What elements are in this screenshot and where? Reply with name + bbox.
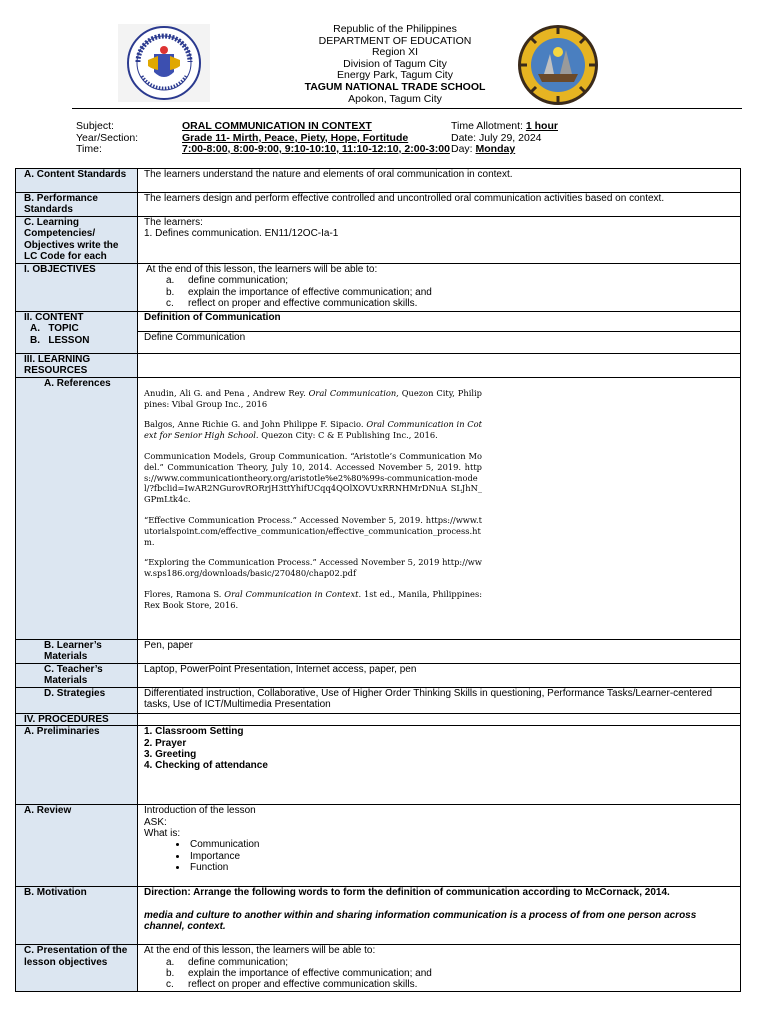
row-label: A. Preliminaries bbox=[16, 726, 138, 805]
table-row bbox=[16, 726, 741, 805]
row-content bbox=[138, 217, 741, 264]
list-item: • Communication bbox=[188, 839, 734, 850]
row-content: The learners understand the nature and elements of oral communication in context. bbox=[138, 169, 741, 193]
list-item bbox=[166, 298, 734, 309]
row-content: Differentiated instruction, Collaborative, Use of Higher Order Thinking Skills in questioning, Performance Tasks/Learner-centered tasks, Use of ICT/Multimedia Presentation bbox=[138, 687, 741, 713]
list-item: • Function bbox=[188, 862, 734, 873]
reference-item: Communication Models, Group Communication. “Aristotle’s Communication Model.” Communication Theory, July 10, 2014. Accessed November 5, 2019. https://www.communicationtheory.org/aristotle%e2%80%99s-communication-model/?fbclid=IwAR2NGurovRORrjH3ttYhifUCqq4QOlXOVUxRRNHMrDNuA SLJhN_GPmLtk4c. bbox=[144, 451, 482, 505]
list-item bbox=[166, 968, 734, 979]
ref-text: . 1st ed., Manila, Philippines: Rex Book Store, 2016. bbox=[144, 588, 482, 610]
info-values bbox=[182, 121, 450, 156]
day-label: Day: bbox=[451, 143, 473, 155]
row-content: The learners design and perform effective controlled and uncontrolled oral communication activities based on context. bbox=[138, 193, 741, 217]
list-item bbox=[166, 287, 734, 298]
table-row bbox=[16, 887, 741, 945]
table-row bbox=[16, 663, 741, 687]
row-content bbox=[138, 805, 741, 887]
list-marker: b. bbox=[166, 968, 175, 980]
presentation-list bbox=[144, 957, 734, 991]
list-item: 3. Greeting bbox=[144, 749, 197, 761]
lesson-label: B. LESSON bbox=[30, 334, 90, 346]
subject-label: Subject: bbox=[76, 120, 114, 132]
list-item bbox=[166, 275, 734, 286]
lesson-plan-table bbox=[15, 168, 741, 992]
row-label: A. Review bbox=[16, 805, 138, 887]
deped-seal-logo bbox=[118, 24, 210, 102]
list-text: explain the importance of effective communication; and bbox=[188, 968, 432, 980]
reference-item: “Effective Communication Process.” Accessed November 5, 2019. https://www.tutorialspoint.com/effective_communication/effective_communication_process.htm. bbox=[144, 514, 482, 547]
section-label: Year/Section: bbox=[76, 131, 139, 144]
preliminaries-list bbox=[138, 726, 741, 805]
table-row bbox=[16, 713, 741, 725]
list-item: 4. Checking of attendance bbox=[144, 760, 268, 772]
table-row bbox=[16, 639, 741, 663]
day-value: Monday bbox=[475, 143, 516, 155]
row-label: C. Presentation of the lesson objectives bbox=[16, 945, 138, 992]
list-text: reflect on proper and effective communication skills. bbox=[188, 979, 418, 991]
table-row bbox=[16, 217, 741, 264]
row-content bbox=[138, 713, 741, 725]
row-label: IV. PROCEDURES bbox=[16, 713, 138, 725]
ref-text: Flores, Ramona S. bbox=[144, 588, 225, 599]
date-value: July 29, 2024 bbox=[479, 131, 542, 144]
topic-label: A. TOPIC bbox=[30, 323, 79, 335]
allotment-value: 1 hour bbox=[525, 120, 558, 132]
time-value: 7:00-8:00, 8:00-9:00, 9:10-10:10, 11:10-12:10, 2:00-3:00 bbox=[182, 143, 450, 155]
table-row bbox=[16, 169, 741, 193]
document-header bbox=[0, 0, 768, 110]
row-label: B. Learner’s Materials bbox=[16, 639, 138, 663]
row-content: Pen, paper bbox=[138, 639, 741, 663]
lesson-value: Define Communication bbox=[138, 332, 741, 354]
ref-title: Oral Communication in Cotext for Senior High School. bbox=[144, 419, 482, 441]
list-item: 2. Prayer bbox=[144, 737, 187, 749]
reference-item bbox=[144, 589, 482, 611]
table-row bbox=[16, 945, 741, 992]
row-label: B. Motivation bbox=[16, 887, 138, 945]
row-label: B. Performance Standards bbox=[16, 193, 138, 217]
row-content bbox=[138, 354, 741, 378]
subject-value: ORAL COMMUNICATION IN CONTEXT bbox=[182, 120, 372, 132]
header-line: Republic of the Philippines bbox=[333, 23, 457, 35]
reference-item: “Exploring the Communication Process.” Accessed November 5, 2019 http://www.sps186.org/downloads/basic/270480/chap02.pdf bbox=[144, 557, 482, 579]
ref-text: Anudin, Ali G. and Pena , Andrew Rey. bbox=[144, 387, 309, 398]
list-marker: a. bbox=[166, 956, 175, 968]
row-label: D. Strategies bbox=[16, 687, 138, 713]
reference-item bbox=[144, 388, 482, 410]
ref-title: Oral Communication in Context bbox=[224, 588, 359, 599]
reference-item bbox=[144, 419, 482, 441]
references-list bbox=[138, 377, 741, 639]
list-marker: c. bbox=[166, 298, 174, 310]
list-item bbox=[166, 979, 734, 990]
section-value: Grade 11- Mirth, Peace, Piety, Hope, Fortitude bbox=[182, 131, 409, 144]
header-line: Region XI bbox=[371, 46, 419, 59]
list-item bbox=[166, 957, 734, 968]
list-item: 1. Classroom Setting bbox=[144, 726, 244, 738]
row-label: A. Content Standards bbox=[16, 169, 138, 193]
list-marker: b. bbox=[166, 286, 175, 298]
info-labels bbox=[76, 121, 138, 156]
presentation-intro: At the end of this lesson, the learners will be able to: bbox=[144, 945, 376, 957]
review-line: What is: bbox=[144, 828, 181, 840]
row-label: A. References bbox=[16, 377, 138, 639]
ref-text: Balgos, Anne Richie G. and John Philippe F. Sipacio. bbox=[144, 419, 367, 430]
table-row bbox=[16, 193, 741, 217]
list-marker: c. bbox=[166, 979, 174, 991]
list-text: define communication; bbox=[188, 275, 289, 287]
table-row bbox=[16, 377, 741, 639]
info-schedule bbox=[451, 121, 558, 156]
ref-title: Oral Communication, bbox=[308, 387, 399, 398]
row-content bbox=[138, 887, 741, 945]
header-text bbox=[280, 24, 510, 105]
list-text: reflect on proper and effective communication skills. bbox=[188, 298, 418, 310]
header-line: Division of Tagum City bbox=[343, 57, 447, 70]
review-bullets bbox=[144, 839, 734, 873]
competencies-intro: The learners: bbox=[144, 217, 203, 228]
school-seal-logo bbox=[514, 24, 602, 106]
header-divider bbox=[72, 108, 742, 109]
objectives-list bbox=[144, 275, 734, 309]
header-line: Energy Park, Tagum City bbox=[337, 69, 453, 82]
row-label: I. OBJECTIVES bbox=[16, 264, 138, 312]
table-row bbox=[16, 687, 741, 713]
objectives-intro: At the end of this lesson, the learners will be able to: bbox=[146, 264, 378, 275]
table-row bbox=[16, 312, 741, 332]
row-content: Laptop, PowerPoint Presentation, Internet access, paper, pen bbox=[138, 663, 741, 687]
list-item: • Importance bbox=[188, 851, 734, 862]
allotment-label: Time Allotment: bbox=[451, 120, 523, 132]
ref-text: Quezon City: C & E Publishing Inc., 2016. bbox=[258, 430, 438, 441]
row-content bbox=[138, 945, 741, 992]
motivation-direction: Direction: Arrange the following words to form the definition of communication according to McCornack, 2014. bbox=[144, 887, 670, 899]
competencies-item: 1. Defines communication. EN11/12OC-Ia-1 bbox=[144, 228, 339, 240]
row-label: III. LEARNING RESOURCES bbox=[16, 354, 138, 378]
motivation-words: media and culture to another within and sharing information communication is a process of from one person across channel, context. bbox=[144, 909, 697, 933]
row-label: C. Teacher’s Materials bbox=[16, 663, 138, 687]
date-label: Date: bbox=[451, 131, 477, 144]
content-label: II. CONTENT bbox=[24, 312, 84, 323]
header-line: DEPARTMENT OF EDUCATION bbox=[318, 34, 472, 47]
row-label bbox=[16, 312, 138, 354]
review-line: Introduction of the lesson bbox=[144, 805, 256, 817]
table-row bbox=[16, 805, 741, 887]
list-text: explain the importance of effective communication; and bbox=[188, 286, 432, 298]
topic-value: Definition of Communication bbox=[138, 312, 741, 332]
table-row bbox=[16, 264, 741, 312]
row-label: C. Learning Competencies/ Objectives write the LC Code for each bbox=[16, 217, 138, 264]
ref-text: Quezon City, Philippines: Vibal Group Inc., 2016 bbox=[144, 387, 482, 409]
table-row bbox=[16, 354, 741, 378]
list-text: define communication; bbox=[188, 956, 289, 968]
time-label: Time: bbox=[76, 143, 102, 155]
school-name: TAGUM NATIONAL TRADE SCHOOL bbox=[304, 80, 486, 93]
row-content bbox=[138, 264, 741, 312]
school-address: Apokon, Tagum City bbox=[348, 92, 442, 105]
list-marker: a. bbox=[166, 275, 175, 287]
review-line: ASK: bbox=[144, 816, 167, 828]
